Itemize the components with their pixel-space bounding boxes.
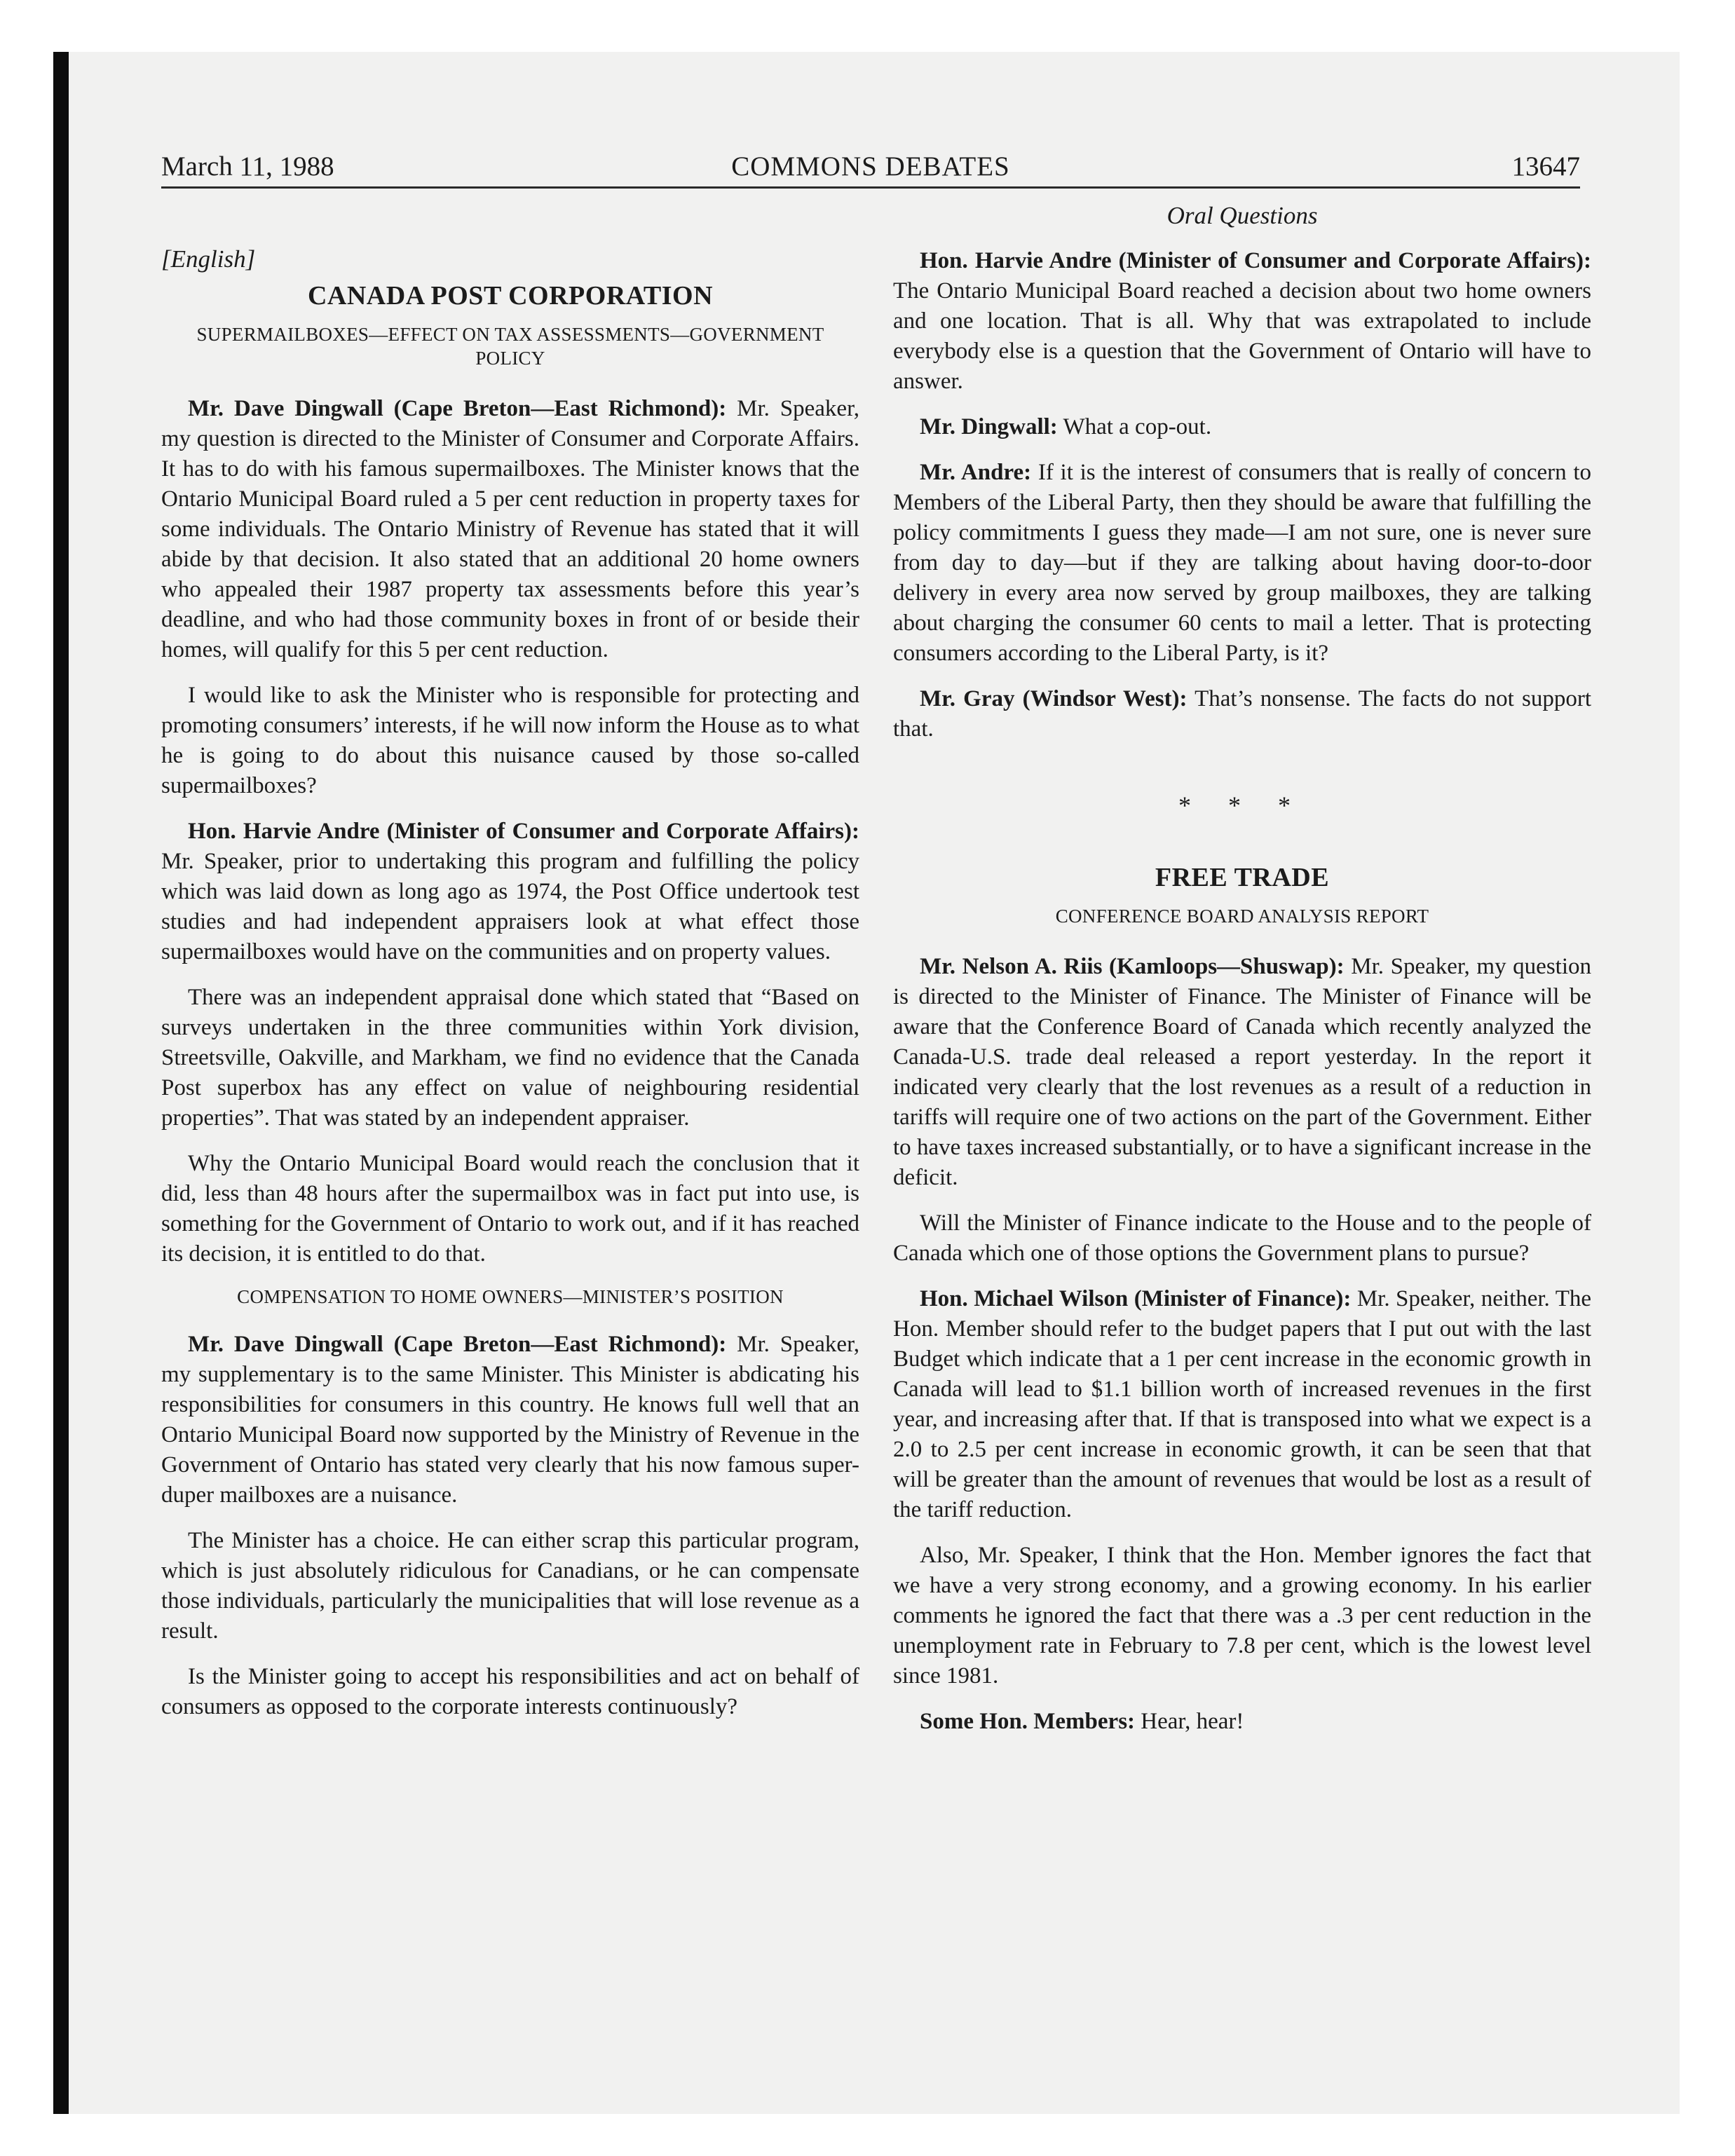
scan-border-edge [53, 52, 69, 2114]
paragraph [161, 1330, 859, 1510]
paragraph: Will the Minister of Finance indicate to the House and to the people of Canada which one of those options the Government plans to pursue? [893, 1210, 1591, 1266]
header-date: March 11, 1988 [161, 151, 334, 182]
page-header [161, 147, 1580, 189]
speaker-name: Hon. Harvie Andre (Minister of Consumer and Corporate Affairs): [188, 819, 859, 844]
paragraph-text: If it is the interest of consumers that is really of concern to Members of the Liberal Party, then they should be aware that fulfilling the policy commitments I guess they made—I am not sure, one is never sure from day to day—but if they are talking about having door-to-door delivery in every area now served by group mailboxes, they are talking about charging the consumer 60 cents to mail a letter. That is protecting consumers according to the Liberal Party, is it? [893, 460, 1592, 666]
paragraph-text: Mr. Speaker, my supplementary is to the same Minister. This Minister is abdicating his responsibilities for consumers in this country. He knows full well that an Ontario Municipal Board now supported by the Ministry of Revenue in the Government of Ontario has stated very clearly that his now famous super-duper mailboxes are a nuisance. [161, 1332, 860, 1508]
subtitle-supermailboxes: SUPERMAILBOXES—EFFECT ON TAX ASSESSMENTS—GOVERNMENT POLICY [196, 324, 824, 369]
section-separator: * * * [1178, 791, 1306, 819]
subtitle-conference-board: CONFERENCE BOARD ANALYSIS REPORT [1055, 906, 1429, 927]
speaker-name: Some Hon. Members: [920, 1709, 1136, 1734]
paragraph [893, 246, 1591, 397]
header-publication: COMMONS DEBATES [731, 151, 1010, 182]
paragraph [161, 394, 859, 665]
paragraph-text: Mr. Speaker, my question is directed to the Minister of Finance. The Minister of Finance will be aware that the Conference Board of Canada which recently analyzed the Canada-U.S. trade deal released a report yesterday. In the report it indicated very clearly that the lost revenues as a result of a reduction in tariffs will require one of two actions on the part of the Government. Either to have taxes increased substantially, or to have a significant increase in the deficit. [893, 954, 1592, 1190]
paragraph: Is the Minister going to accept his responsibilities and act on behalf of consumers as opposed to the corporate interests continuously? [161, 1664, 859, 1719]
paragraph-text: Mr. Speaker, neither. The Hon. Member should refer to the budget papers that I put out with the last Budget which indicate that a 1 per cent increase in the economic growth in Canada will lead to $1.1 billion worth of increased revenues in the first year, and increasing after that. If that is transposed into what we expect is a 2.0 to 2.5 per cent increase in economic growth, it can be seen that that will be greater than the amount of revenues that would be lost as a result of the tariff reduction. [893, 1286, 1591, 1522]
speaker-name: Mr. Andre: [920, 460, 1032, 485]
paragraph-text: That’s nonsense. The facts do not support that. [893, 686, 1592, 742]
section-title-canada-post: CANADA POST CORPORATION [307, 281, 714, 311]
paragraph: I would like to ask the Minister who is responsible for protecting and promoting consumers’ interests, if he will now inform the House as to what he is going to do about this nuisance caused by those so-called supermailboxes? [161, 683, 859, 798]
paragraph: Also, Mr. Speaker, I think that the Hon. Member ignores the fact that we have a very strong economy, and a growing economy. In his earlier comments he ignored the fact that there was a .3 per cent reduction in the unemployment rate in February to 7.8 per cent, which is the lowest level since 1981. [893, 1543, 1591, 1688]
paragraph-text: What a cop-out. [1063, 414, 1212, 439]
speaker-name: Mr. Gray (Windsor West): [920, 686, 1188, 711]
speaker-name: Hon. Michael Wilson (Minister of Finance): [920, 1286, 1352, 1311]
speaker-name: Hon. Harvie Andre (Minister of Consumer and Corporate Affairs): [920, 248, 1591, 273]
paragraph [893, 952, 1591, 1193]
paragraph [893, 458, 1591, 669]
paragraph [161, 817, 859, 967]
speaker-name: Mr. Nelson A. Riis (Kamloops—Shuswap): [920, 954, 1345, 979]
speaker-name: Mr. Dave Dingwall (Cape Breton—East Richmond): [188, 1332, 727, 1357]
paragraph-text: Hear, hear! [1141, 1709, 1244, 1734]
right-column [893, 200, 1591, 1752]
left-column [161, 200, 859, 1738]
paragraph [893, 412, 1591, 442]
paragraph [893, 1707, 1591, 1737]
paragraph [893, 684, 1591, 744]
paragraph: Why the Ontario Municipal Board would reach the conclusion that it did, less than 48 hours after the supermailbox was in fact put into use, is something for the Government of Ontario to work out, and if it has reached its decision, it is entitled to do that. [161, 1151, 859, 1267]
paragraph-text: Mr. Speaker, my question is directed to the Minister of Consumer and Corporate Affairs. It has to do with his famous supermailboxes. The Minister knows that the Ontario Municipal Board ruled a 5 per cent reduction in property taxes for some individuals. The Ontario Ministry of Revenue has stated that it will abide by that decision. It also stated that an additional 20 home owners who appealed their 1987 property tax assessments before this year’s deadline, and who had those community boxes in front of or beside their homes, will qualify for this 5 per cent reduction. [161, 396, 860, 662]
paragraph-text: The Ontario Municipal Board reached a decision about two home owners and one location. That is all. Why that was extrapolated to include everybody else is a question that the Government of Ontario will have to answer. [893, 278, 1591, 394]
subtitle-compensation: COMPENSATION TO HOME OWNERS—MINISTER’S POSITION [237, 1286, 784, 1307]
paragraph-text: Mr. Speaker, prior to undertaking this program and fulfilling the policy which was laid down as long ago as 1974, the Post Office undertook test studies and had independent appraisers look at what effect those supermailboxes would have on the communities and on property values. [161, 849, 859, 964]
running-head-oral-questions: Oral Questions [1166, 202, 1318, 229]
speaker-name: Mr. Dingwall: [920, 414, 1058, 439]
language-tag: [English] [161, 245, 256, 273]
paragraph [893, 1284, 1591, 1525]
paragraph: The Minister has a choice. He can either scrap this particular program, which is just absolutely ridiculous for Canadians, or he can compensate those individuals, particularly the municipalities that will lose revenue as a result. [161, 1528, 859, 1644]
paragraph: There was an independent appraisal done which stated that “Based on surveys undertaken in the three communities within York division, Streetsville, Oakville, and Markham, we find no evidence that the Canada Post superbox has any effect on value of neighbouring residential properties”. That was stated by an independent appraiser. [161, 985, 859, 1131]
header-page-number: 13647 [1511, 151, 1580, 182]
section-title-free-trade: FREE TRADE [1155, 863, 1330, 892]
speaker-name: Mr. Dave Dingwall (Cape Breton—East Richmond): [188, 396, 727, 421]
